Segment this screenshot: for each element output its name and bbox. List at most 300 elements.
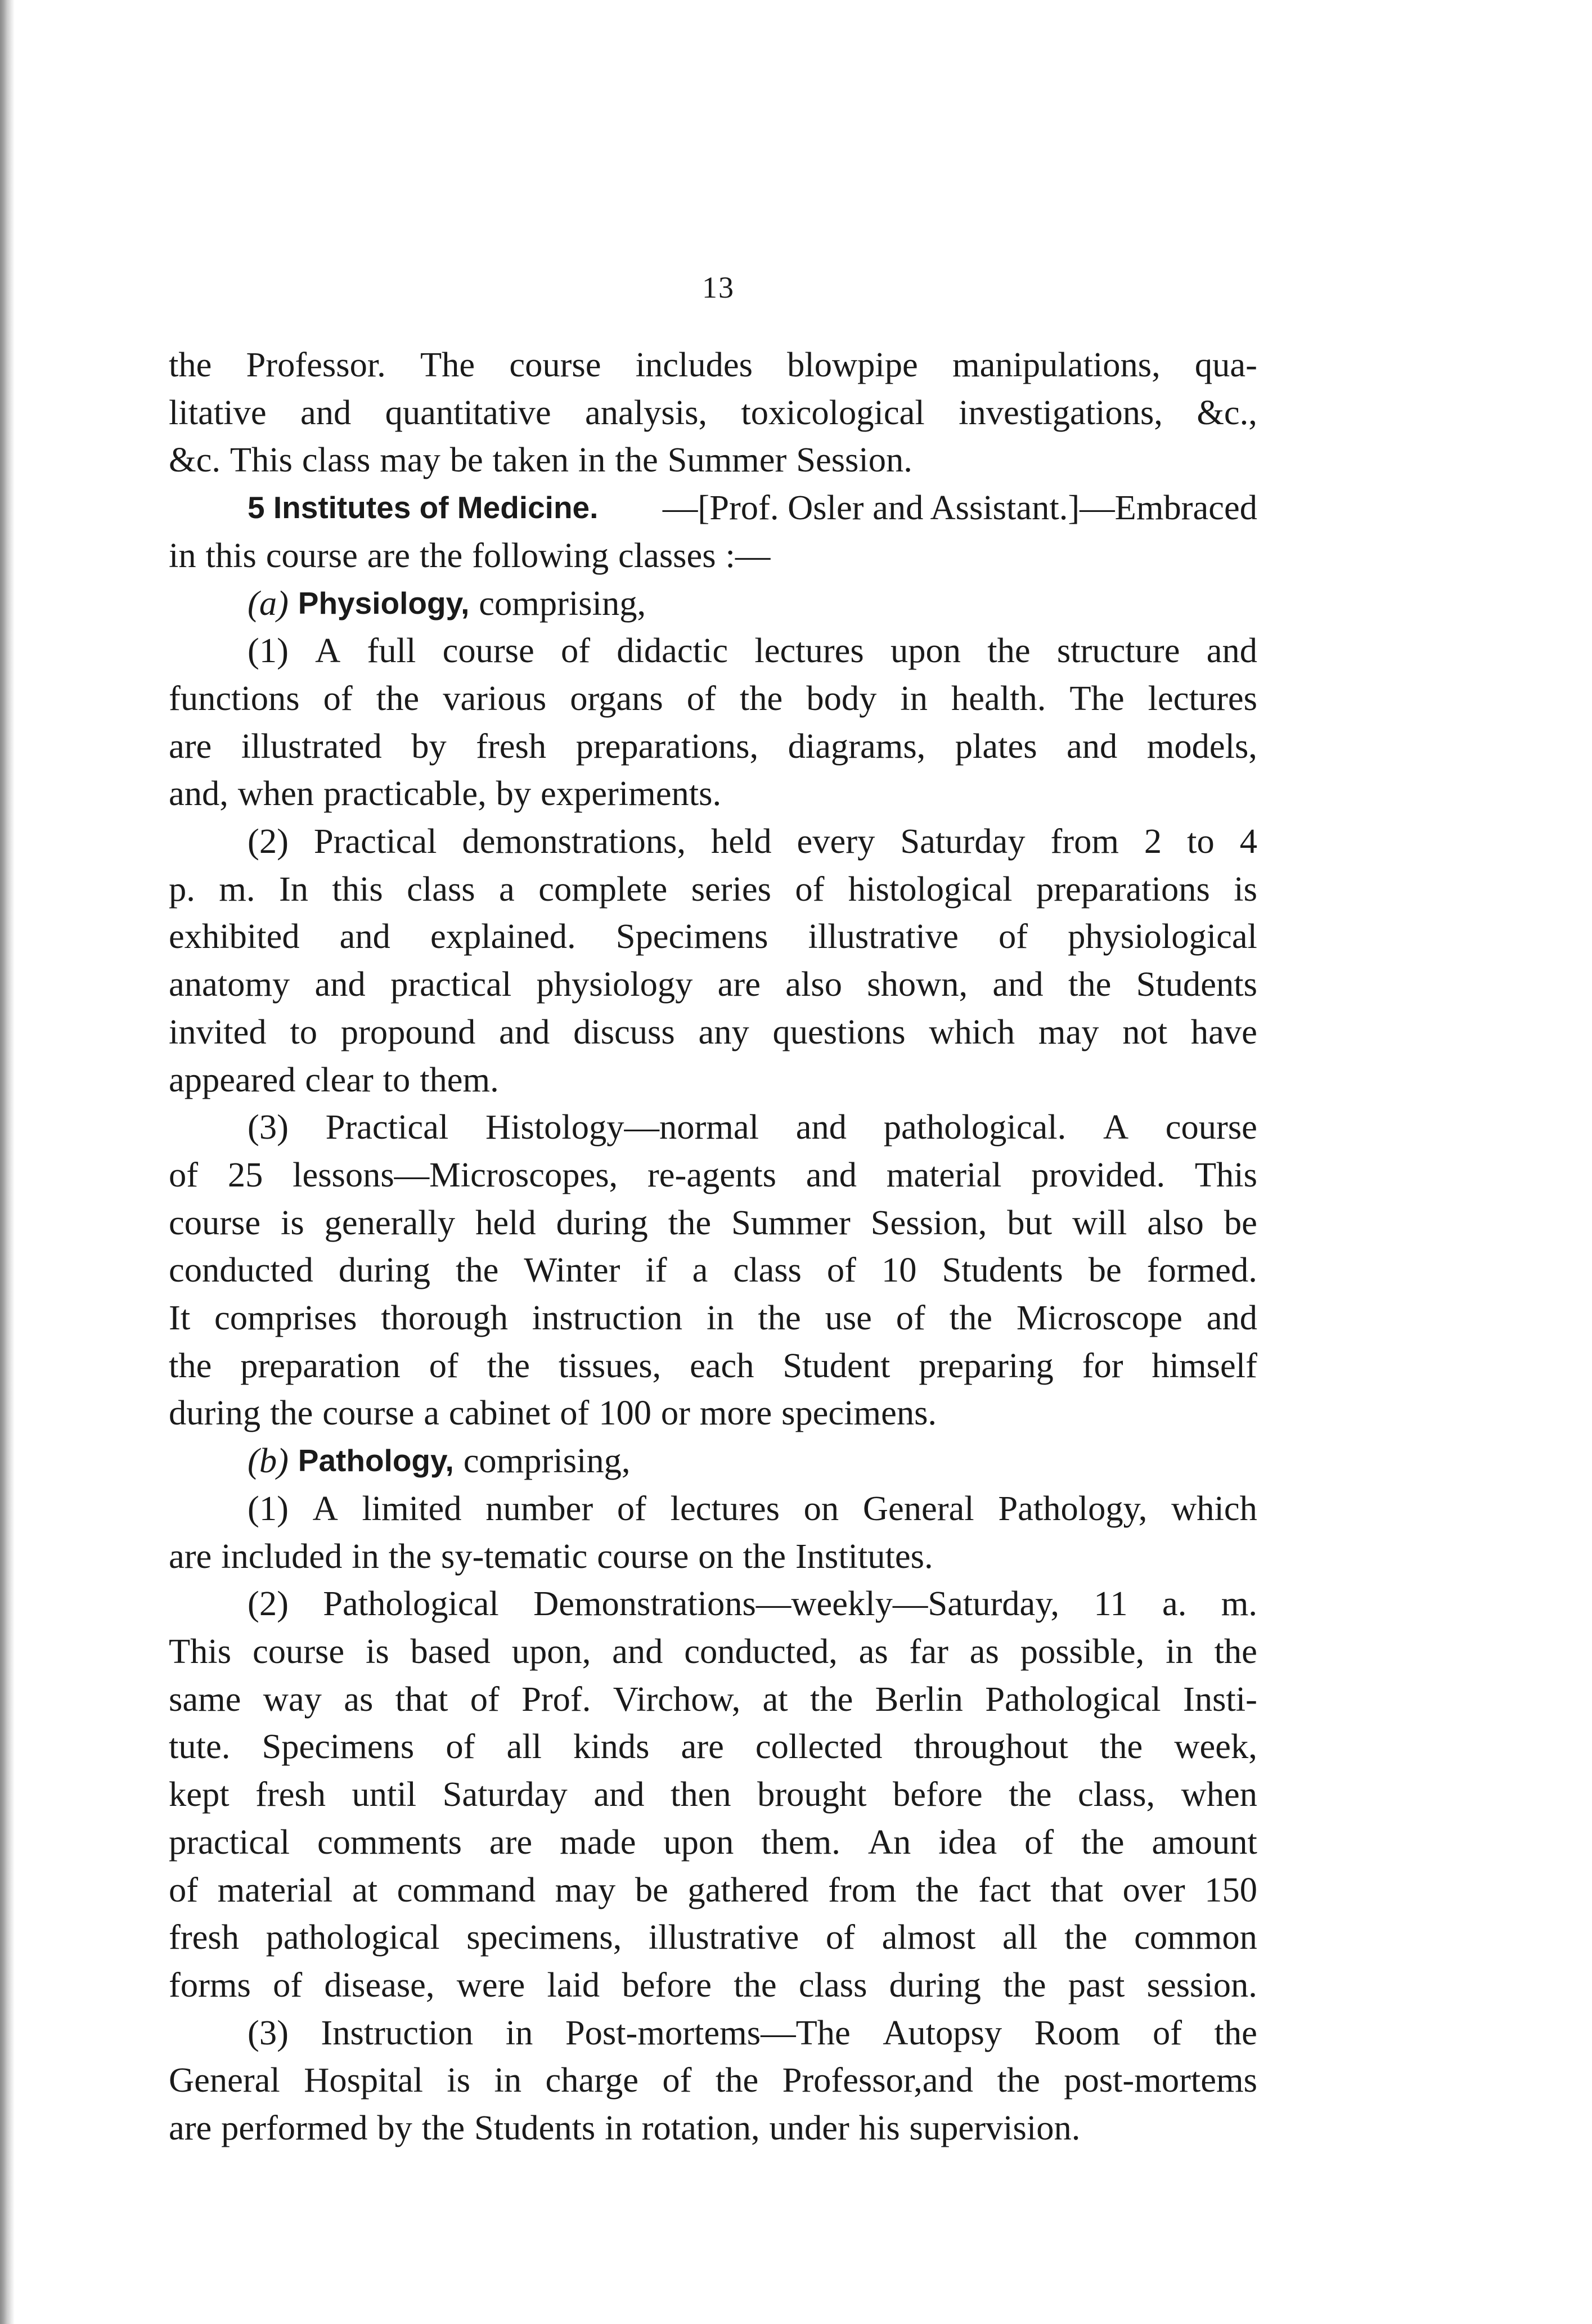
word: physiology bbox=[536, 964, 693, 1004]
word: (2) bbox=[248, 1584, 289, 1624]
word: the bbox=[270, 1393, 313, 1433]
word: Summer bbox=[731, 1202, 851, 1242]
word: during bbox=[889, 1965, 981, 2004]
word: also bbox=[785, 964, 842, 1004]
text-line bbox=[169, 960, 1257, 1008]
word: provided. bbox=[1031, 1154, 1166, 1194]
word: body bbox=[806, 678, 877, 718]
word: are bbox=[489, 1822, 533, 1862]
word: and bbox=[300, 392, 352, 432]
word: instruction bbox=[532, 1298, 683, 1338]
body-text bbox=[169, 341, 1257, 2152]
word: manipulations, bbox=[952, 345, 1161, 384]
word: the bbox=[949, 1298, 993, 1338]
word: the bbox=[1064, 1917, 1108, 1957]
word: The bbox=[1069, 678, 1125, 718]
word: based bbox=[410, 1631, 491, 1671]
word: class bbox=[407, 869, 475, 909]
word: of bbox=[617, 1488, 646, 1528]
word: discuss bbox=[573, 1012, 675, 1051]
word: This bbox=[1194, 1154, 1257, 1194]
word: be bbox=[1224, 1202, 1257, 1242]
word: be bbox=[1088, 1250, 1122, 1290]
word: held bbox=[710, 821, 772, 861]
word: Institutes. bbox=[795, 1536, 933, 1576]
word: Virchow, bbox=[613, 1679, 741, 1719]
word: throughout bbox=[914, 1727, 1068, 1766]
word: Saturday bbox=[442, 1774, 568, 1814]
word: fresh bbox=[476, 726, 547, 766]
word: the bbox=[615, 440, 658, 480]
word: of bbox=[826, 1250, 856, 1290]
word: laid bbox=[547, 1965, 600, 2004]
text-line bbox=[169, 1008, 1257, 1056]
word: investigations, bbox=[959, 392, 1163, 432]
word: idea bbox=[938, 1822, 997, 1862]
word: to bbox=[1187, 821, 1215, 861]
word: the bbox=[169, 1345, 212, 1385]
heading-run: 5 Institutes of Medicine. bbox=[248, 490, 599, 525]
word: them. bbox=[761, 1822, 840, 1862]
word: that bbox=[395, 1679, 448, 1719]
word: shown, bbox=[867, 964, 968, 1004]
word: are bbox=[169, 1536, 212, 1576]
word: Student bbox=[782, 1345, 891, 1385]
word: Session. bbox=[796, 440, 912, 480]
word: may bbox=[1038, 1012, 1099, 1051]
word: during bbox=[338, 1250, 431, 1290]
word: clear bbox=[305, 1059, 374, 1099]
text-line bbox=[169, 389, 1257, 437]
word: more bbox=[699, 1393, 772, 1433]
text-line bbox=[169, 627, 1257, 675]
text-run: —[Prof. Osler and Assistant.]—Embraced bbox=[662, 488, 1257, 528]
word: qua- bbox=[1194, 345, 1257, 384]
word: practicable, bbox=[323, 774, 487, 813]
word: a bbox=[424, 1393, 440, 1433]
word: in bbox=[706, 1298, 734, 1338]
word: upon, bbox=[511, 1631, 591, 1671]
word: if bbox=[645, 1250, 667, 1290]
text-line bbox=[169, 1723, 1257, 1770]
word: lessons—Microscopes, bbox=[293, 1154, 618, 1194]
word: course bbox=[322, 1393, 415, 1433]
word: supervision. bbox=[909, 2108, 1081, 2148]
word: of bbox=[470, 1679, 500, 1719]
text-line bbox=[169, 532, 1257, 579]
word: which bbox=[1171, 1488, 1257, 1528]
word: practical bbox=[169, 1822, 290, 1862]
word: have bbox=[1190, 1012, 1257, 1051]
word: not bbox=[1122, 1012, 1168, 1051]
word: of bbox=[323, 678, 353, 718]
word: and bbox=[593, 1774, 645, 1814]
word: health. bbox=[951, 678, 1046, 718]
word: on bbox=[698, 1536, 734, 1576]
word: lectures bbox=[670, 1488, 780, 1528]
word: Students bbox=[474, 2108, 596, 2148]
word: material bbox=[886, 1154, 1002, 1194]
word: gathered bbox=[687, 1869, 809, 1909]
word: Saturday bbox=[900, 821, 1026, 861]
word: Specimens bbox=[262, 1727, 415, 1766]
word: in bbox=[494, 2060, 522, 2100]
word: following bbox=[472, 535, 609, 575]
text-line bbox=[169, 1532, 1257, 1580]
word: use bbox=[825, 1298, 872, 1338]
word: at bbox=[352, 1869, 378, 1909]
word: Winter bbox=[524, 1250, 620, 1290]
word: m. bbox=[219, 869, 255, 909]
word: post-mortems bbox=[1064, 2060, 1257, 2100]
word: includes bbox=[635, 345, 753, 384]
word: the bbox=[376, 678, 420, 718]
word: the bbox=[1081, 1822, 1125, 1862]
word: the bbox=[1009, 1774, 1052, 1814]
word: in bbox=[352, 1536, 379, 1576]
word: A bbox=[312, 1488, 338, 1528]
word: far bbox=[909, 1631, 948, 1671]
word: and bbox=[339, 916, 390, 956]
word: the bbox=[743, 1536, 786, 1576]
word: re-agents bbox=[647, 1154, 776, 1194]
word: are bbox=[681, 1727, 724, 1766]
word: sy-tematic bbox=[441, 1536, 588, 1576]
word: &c., bbox=[1197, 392, 1257, 432]
text-line bbox=[169, 1103, 1257, 1151]
text-line bbox=[169, 1342, 1257, 1390]
text-line bbox=[169, 1437, 1257, 1485]
word: 100 bbox=[599, 1393, 651, 1433]
word: (2) bbox=[248, 821, 289, 861]
word: kinds bbox=[573, 1727, 650, 1766]
word: Professor,and bbox=[782, 2060, 974, 2100]
word: of bbox=[169, 1869, 199, 1909]
text-line bbox=[169, 1961, 1257, 2009]
word: specimens. bbox=[781, 1393, 937, 1433]
text-line bbox=[169, 865, 1257, 913]
text-line bbox=[169, 2104, 1257, 2152]
word: Hospital bbox=[304, 2060, 423, 2100]
word: performed bbox=[221, 2108, 368, 2148]
word: and bbox=[992, 964, 1044, 1004]
word: the bbox=[734, 1965, 777, 2004]
word: Prof. bbox=[521, 1679, 591, 1719]
word: by bbox=[496, 774, 532, 813]
word: toxicological bbox=[741, 392, 925, 432]
word: practical bbox=[390, 964, 512, 1004]
word: before bbox=[622, 1965, 712, 2004]
word: lectures bbox=[1148, 678, 1257, 718]
word: A bbox=[315, 631, 341, 671]
word: Professor. bbox=[246, 345, 386, 384]
word: p. bbox=[169, 869, 195, 909]
word: course bbox=[597, 1536, 689, 1576]
word: at bbox=[762, 1679, 788, 1719]
word: in bbox=[605, 2108, 632, 2148]
word: &c. bbox=[169, 440, 221, 480]
word: included bbox=[221, 1536, 343, 1576]
word: all bbox=[1002, 1917, 1038, 1957]
word: Pathological bbox=[323, 1584, 499, 1624]
word: 11 bbox=[1094, 1584, 1128, 1624]
text-line bbox=[169, 817, 1257, 865]
word: classes bbox=[618, 535, 716, 575]
word: An bbox=[867, 1822, 911, 1862]
word: week, bbox=[1174, 1727, 1257, 1766]
word: class bbox=[798, 1965, 867, 2004]
text-line bbox=[169, 1580, 1257, 1628]
word: that bbox=[1050, 1869, 1104, 1909]
word: of bbox=[825, 1917, 855, 1957]
text-line bbox=[169, 1151, 1257, 1199]
word: the bbox=[715, 2060, 759, 2100]
word: same bbox=[169, 1679, 241, 1719]
word: invited bbox=[169, 1012, 267, 1051]
word: Insti- bbox=[1183, 1679, 1257, 1719]
word: are bbox=[717, 964, 761, 1004]
word: for bbox=[1082, 1345, 1123, 1385]
word: organs bbox=[570, 678, 663, 718]
word: is bbox=[281, 1202, 304, 1242]
word: course bbox=[266, 535, 358, 575]
word: conducted bbox=[169, 1250, 313, 1290]
word: when bbox=[237, 774, 314, 813]
word: made bbox=[560, 1822, 636, 1862]
word: General bbox=[169, 2060, 280, 2100]
word: and bbox=[314, 964, 366, 1004]
word: thorough bbox=[381, 1298, 508, 1338]
word: and bbox=[1067, 726, 1118, 766]
word: preparation bbox=[240, 1345, 401, 1385]
word: models, bbox=[1146, 726, 1257, 766]
word: Practical bbox=[313, 821, 437, 861]
word: litative bbox=[169, 392, 267, 432]
word: It bbox=[169, 1298, 191, 1338]
word: preparations, bbox=[575, 726, 759, 766]
word: of bbox=[560, 631, 591, 671]
word: preparing bbox=[919, 1345, 1054, 1385]
word: (1) bbox=[248, 1488, 289, 1528]
word: limited bbox=[362, 1488, 462, 1528]
word: of bbox=[795, 869, 825, 909]
text-line bbox=[169, 912, 1257, 960]
word: The bbox=[420, 345, 475, 384]
word: This bbox=[169, 1631, 232, 1671]
word: as bbox=[858, 1631, 888, 1671]
word: This bbox=[230, 440, 293, 480]
word: fact bbox=[978, 1869, 1031, 1909]
word: Room bbox=[1034, 2012, 1121, 2052]
text-line bbox=[169, 722, 1257, 770]
word: questions bbox=[772, 1012, 906, 1051]
word: experiments. bbox=[541, 774, 722, 813]
word: Students bbox=[942, 1250, 1063, 1290]
word: them. bbox=[420, 1059, 499, 1099]
word: A bbox=[1103, 1107, 1129, 1147]
word: in bbox=[900, 678, 928, 718]
word: Session, bbox=[870, 1202, 987, 1242]
word: past bbox=[1068, 1965, 1125, 2004]
word: may bbox=[555, 1869, 616, 1909]
word: Students bbox=[1136, 964, 1257, 1004]
word: this bbox=[332, 869, 383, 909]
word: of bbox=[998, 916, 1028, 956]
word: every bbox=[797, 821, 875, 861]
word: In bbox=[278, 869, 309, 909]
word: upon bbox=[890, 631, 961, 671]
word: and bbox=[1206, 631, 1257, 671]
word: Specimens bbox=[615, 916, 768, 956]
word: his bbox=[858, 2108, 900, 2148]
word: held bbox=[475, 1202, 536, 1242]
word: in bbox=[505, 2012, 533, 2052]
word: which bbox=[929, 1012, 1015, 1051]
word: the bbox=[810, 1679, 853, 1719]
word: under bbox=[769, 2108, 849, 2148]
text-line bbox=[169, 341, 1257, 389]
word: Pathology, bbox=[998, 1488, 1148, 1528]
word: complete bbox=[538, 869, 668, 909]
word: command bbox=[397, 1869, 536, 1909]
word: 150 bbox=[1204, 1869, 1257, 1909]
word: full bbox=[367, 631, 416, 671]
word: by bbox=[377, 2108, 412, 2148]
word: blowpipe bbox=[787, 345, 918, 384]
word: by bbox=[411, 726, 447, 766]
word: illustrative bbox=[648, 1917, 799, 1957]
word: plates bbox=[955, 726, 1037, 766]
word: of bbox=[560, 1393, 590, 1433]
word: as bbox=[969, 1631, 999, 1671]
word: of bbox=[446, 1727, 475, 1766]
text-line bbox=[169, 1818, 1257, 1866]
word: the bbox=[419, 535, 463, 575]
word: analysis, bbox=[585, 392, 708, 432]
word: the bbox=[916, 1869, 959, 1909]
word: charge bbox=[545, 2060, 638, 2100]
text-line bbox=[169, 2009, 1257, 2057]
word: all bbox=[506, 1727, 542, 1766]
word: forms bbox=[169, 1965, 251, 2004]
word: number bbox=[485, 1488, 593, 1528]
word: in bbox=[169, 535, 196, 575]
word: course bbox=[509, 345, 601, 384]
word: appeared bbox=[169, 1059, 296, 1099]
word: the bbox=[421, 2108, 465, 2148]
word: Post-mortems—The bbox=[565, 2012, 851, 2052]
text-run: comprising, bbox=[463, 1441, 631, 1481]
text-line bbox=[169, 770, 1257, 817]
word: 4 bbox=[1239, 821, 1257, 861]
word: Instruction bbox=[321, 2012, 474, 2052]
text-line bbox=[169, 1866, 1257, 1914]
word: will bbox=[1072, 1202, 1127, 1242]
word: the bbox=[739, 678, 783, 718]
word: propound bbox=[340, 1012, 476, 1051]
word: before bbox=[893, 1774, 983, 1814]
word: tute. bbox=[169, 1727, 231, 1766]
word: illustrative bbox=[808, 916, 959, 956]
word: of bbox=[169, 1154, 199, 1194]
word: the bbox=[487, 1345, 530, 1385]
word: a bbox=[692, 1250, 708, 1290]
word: to bbox=[383, 1059, 411, 1099]
word: quantitative bbox=[385, 392, 551, 432]
word: and bbox=[612, 1631, 663, 1671]
word: of bbox=[273, 1965, 303, 2004]
word: the bbox=[456, 1250, 499, 1290]
word: and, bbox=[169, 774, 228, 813]
word: Practical bbox=[325, 1107, 449, 1147]
word: Histology—normal bbox=[485, 1107, 759, 1147]
word: from bbox=[828, 1869, 897, 1909]
word: cabinet bbox=[448, 1393, 551, 1433]
word: lectures bbox=[754, 631, 864, 671]
word: amount bbox=[1152, 1822, 1257, 1862]
word: possible, bbox=[1020, 1631, 1145, 1671]
word: fresh bbox=[255, 1774, 326, 1814]
word: to bbox=[290, 1012, 317, 1051]
word: generally bbox=[324, 1202, 456, 1242]
word: course bbox=[442, 631, 534, 671]
word: histological bbox=[848, 869, 1013, 909]
word: in bbox=[578, 440, 606, 480]
word: disease, bbox=[324, 1965, 435, 2004]
word: or bbox=[660, 1393, 690, 1433]
word: anatomy bbox=[169, 964, 290, 1004]
word: Pathological bbox=[985, 1679, 1161, 1719]
text-line bbox=[169, 484, 1257, 532]
text-line bbox=[169, 1628, 1257, 1675]
text-line bbox=[169, 579, 1257, 627]
word: 2 bbox=[1144, 821, 1162, 861]
word: is bbox=[365, 1631, 389, 1671]
word: (3) bbox=[248, 1107, 289, 1147]
word: preparations bbox=[1036, 869, 1210, 909]
word: tissues, bbox=[558, 1345, 662, 1385]
word: diagrams, bbox=[788, 726, 926, 766]
word: the bbox=[758, 1298, 801, 1338]
word: the bbox=[1214, 2012, 1257, 2052]
word: series bbox=[691, 869, 771, 909]
word: be bbox=[449, 440, 483, 480]
word: and bbox=[499, 1012, 550, 1051]
word: is bbox=[1234, 869, 1257, 909]
word: are bbox=[169, 726, 212, 766]
word: the bbox=[1068, 964, 1112, 1004]
text-line bbox=[169, 675, 1257, 722]
text-line bbox=[169, 1485, 1257, 1532]
text-line bbox=[169, 1389, 1257, 1437]
word: functions bbox=[169, 678, 300, 718]
word: fresh bbox=[169, 1917, 239, 1957]
word: structure bbox=[1056, 631, 1180, 671]
word: Microscope bbox=[1016, 1298, 1182, 1338]
word: and bbox=[1206, 1298, 1257, 1338]
word: specimens, bbox=[466, 1917, 622, 1957]
text-line bbox=[169, 1056, 1257, 1104]
word: demonstrations, bbox=[462, 821, 686, 861]
word: General bbox=[862, 1488, 974, 1528]
word: the bbox=[997, 2060, 1040, 2100]
word: of bbox=[1024, 1822, 1054, 1862]
word: the bbox=[1003, 1965, 1046, 2004]
word: class, bbox=[1077, 1774, 1155, 1814]
word: way bbox=[263, 1679, 322, 1719]
word: the bbox=[1099, 1727, 1143, 1766]
word: pathological. bbox=[883, 1107, 1067, 1147]
